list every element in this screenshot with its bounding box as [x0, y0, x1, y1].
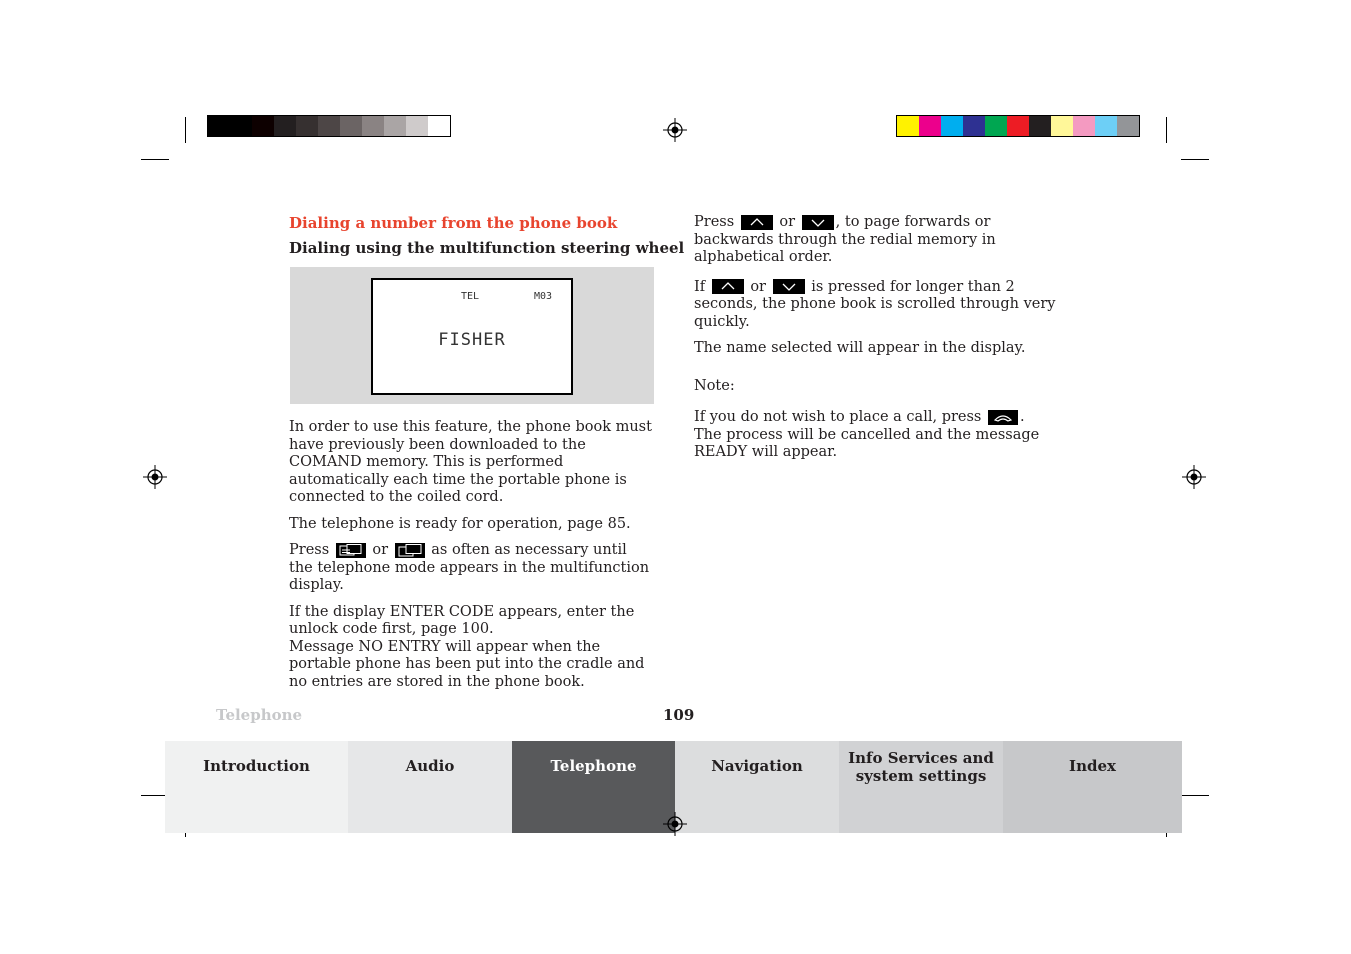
text: is pressed for longer than 2 seconds, the phone book is scrolled through very quickly. [694, 278, 1056, 330]
color-swatch [985, 116, 1007, 136]
page-number: 109 [663, 706, 695, 724]
color-swatch [208, 116, 230, 136]
text: . [1019, 409, 1025, 425]
footer-section-label: Telephone [216, 706, 303, 724]
crop-mark [185, 117, 186, 143]
paragraph: The process will be cancelled and the message READY will appear. [694, 426, 1040, 460]
nav-tab-introduction[interactable]: Introduction [165, 741, 348, 833]
paragraph [694, 409, 1060, 427]
text: or [372, 542, 389, 558]
color-swatch [919, 116, 941, 136]
end-call-icon [988, 410, 1018, 425]
paragraph [694, 279, 1060, 332]
text: Press [289, 542, 330, 558]
text: If [694, 278, 706, 295]
note-label: Note: [694, 377, 735, 394]
paragraph [289, 604, 655, 639]
text: If the display ENTER CODE appears, enter the unlock code first, page 100. [289, 603, 635, 637]
nav-tab-audio[interactable]: Audio [348, 741, 512, 833]
multifunction-display-illustration [290, 267, 654, 404]
color-swatch [897, 116, 919, 136]
crop-mark [1181, 159, 1209, 160]
lcd-memory-label: M03 [534, 291, 553, 302]
nav-tab-info-services[interactable]: Info Services and system settings [839, 741, 1003, 833]
color-swatch [296, 116, 318, 136]
color-swatch [1095, 116, 1117, 136]
paragraph [694, 214, 1060, 267]
section-title: Dialing a number from the phone book [289, 214, 618, 232]
arrow-down-button-icon [802, 215, 834, 230]
color-swatch [1073, 116, 1095, 136]
color-swatch [230, 116, 252, 136]
arrow-down-button-icon [773, 279, 805, 294]
text: , to page forwards or backwards through the redial memory in alphabetical order. [694, 214, 996, 265]
color-swatch [318, 116, 340, 136]
color-swatch [941, 116, 963, 136]
button-screen-icon [395, 543, 425, 558]
arrow-up-button-icon [712, 279, 744, 294]
paragraph: The telephone is ready for operation, page 85. [289, 515, 631, 532]
text: or [779, 214, 796, 230]
color-swatch [1051, 116, 1073, 136]
text: If you do not wish to place a call, press [694, 409, 982, 425]
text: as often as necessary until the telephone mode appears in the multifunction display. [289, 542, 650, 593]
text: or [750, 278, 766, 295]
crop-mark [141, 159, 169, 160]
registration-mark-icon [663, 118, 687, 142]
arrow-up-button-icon [741, 215, 773, 230]
color-swatch [428, 116, 450, 136]
crop-mark [1181, 795, 1209, 796]
color-swatch [362, 116, 384, 136]
process-color-bar [896, 115, 1140, 137]
color-swatch [1117, 116, 1139, 136]
grayscale-color-bar [207, 115, 451, 137]
registration-mark-icon [1182, 465, 1206, 489]
paragraph: In order to use this feature, the phone book must have previously been downloaded to the COMAND memory. This is performed automatically each time the portable phone is connected to the coiled cord. [289, 419, 652, 505]
color-swatch [963, 116, 985, 136]
color-swatch [406, 116, 428, 136]
nav-tab-telephone[interactable]: Telephone [512, 741, 675, 833]
color-swatch [1007, 116, 1029, 136]
registration-mark-icon [143, 465, 167, 489]
color-swatch [274, 116, 296, 136]
nav-tab-navigation[interactable]: Navigation [675, 741, 839, 833]
lcd-tel-label: TEL [461, 291, 480, 302]
lcd-screen [371, 278, 573, 395]
crop-mark [1166, 117, 1167, 143]
color-swatch [384, 116, 406, 136]
paragraph [289, 542, 655, 595]
text: Press [694, 214, 735, 230]
paragraph: Message NO ENTRY will appear when the portable phone has been put into the cradle and no entries are stored in the phone book. [289, 638, 645, 690]
color-swatch [1029, 116, 1051, 136]
paragraph: The name selected will appear in the display. [694, 340, 1026, 356]
button-menu-icon [336, 543, 366, 558]
lcd-contact-name: FISHER [438, 330, 506, 350]
registration-mark-icon [663, 812, 687, 836]
right-body [694, 214, 1060, 471]
nav-tab-index[interactable]: Index [1003, 741, 1182, 833]
left-body [289, 419, 655, 700]
color-swatch [252, 116, 274, 136]
color-swatch [340, 116, 362, 136]
section-subtitle: Dialing using the multifunction steering wheel [289, 239, 685, 257]
